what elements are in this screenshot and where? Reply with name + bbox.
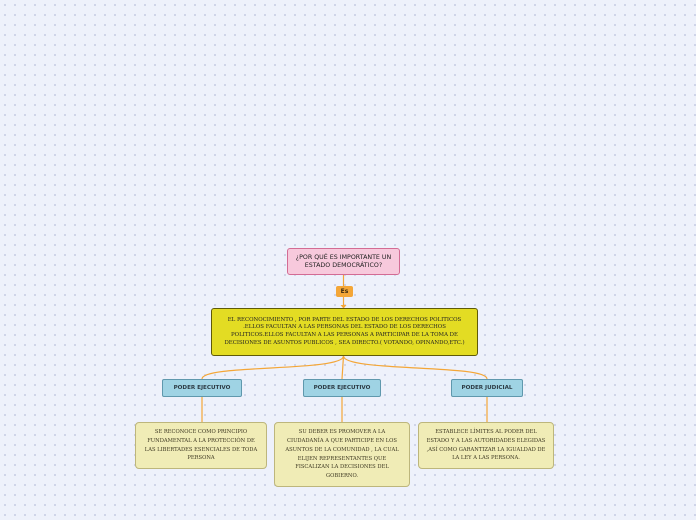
leaf-text: SU DEBER ES PROMOVER A LA CIUDADANÍA A QUE PARTICIPE EN LOS ASUNTOS DE LA COMUNIDAD , LA CUAL ELIJEN REPRESENTANTES QUE FISCALIZAN LA DECISIONES DEL GOBIERNO.: [285, 429, 399, 480]
connector-main-to-branch-2: [342, 356, 344, 379]
root-question-text: ¿POR QUÉ ES IMPORTANTE UN ESTADO DEMOCRÁTICO?: [295, 253, 392, 269]
branch-node-poder-judicial[interactable]: [451, 379, 523, 397]
connector-main-to-branch-1: [202, 356, 344, 379]
main-answer-text: EL RECONOCIMIENTO , POR PARTE DEL ESTADO DE LOS DERECHOS POLITICOS .ELLOS FACULTAN A LAS PERSONAS DEL ESTADO DE LOS DERECHOS POLITICOS.ELLOS FACULTAN A LAS PERSONAS A PARTICIPAR DE LA TOMA DE DECISIONES DE ASUNTOS PUBLICOS , SEA DIRECTO.( VOTANDO, OPINANDO,ETC.): [224, 316, 465, 346]
link-label-badge[interactable]: [336, 286, 353, 297]
link-label-text: Es: [340, 288, 349, 295]
leaf-text: SE RECONOCE COMO PRINCIPIO FUNDAMENTAL A LA PROTECCIÓN DE LAS LIBERTADES ESENCIALES DE TODA PERSONA: [144, 428, 258, 462]
leaf-node-ejecutivo-2-description[interactable]: [274, 422, 410, 487]
branch-label: PODER JUDICIAL: [461, 385, 513, 391]
connector-main-to-branch-3: [344, 356, 488, 379]
branch-label: PODER EJECUTIVO: [173, 385, 231, 391]
branch-node-poder-ejecutivo[interactable]: [162, 379, 242, 397]
leaf-text: ESTABLECE LÍMITES AL PODER DEL ESTADO Y A LAS AUTORIDADES ELEGIDAS ,ASÍ COMO GARANTIZAR LA IGUALDAD DE LA LEY A LAS PERSONA.: [426, 428, 546, 462]
leaf-node-judicial-description[interactable]: [418, 422, 554, 469]
leaf-node-ejecutivo-description[interactable]: [135, 422, 267, 469]
root-question-node[interactable]: [287, 248, 400, 275]
main-answer-node[interactable]: [211, 308, 478, 356]
branch-label: PODER EJECUTIVO: [313, 385, 371, 391]
branch-node-poder-ejecutivo-2[interactable]: [303, 379, 381, 397]
